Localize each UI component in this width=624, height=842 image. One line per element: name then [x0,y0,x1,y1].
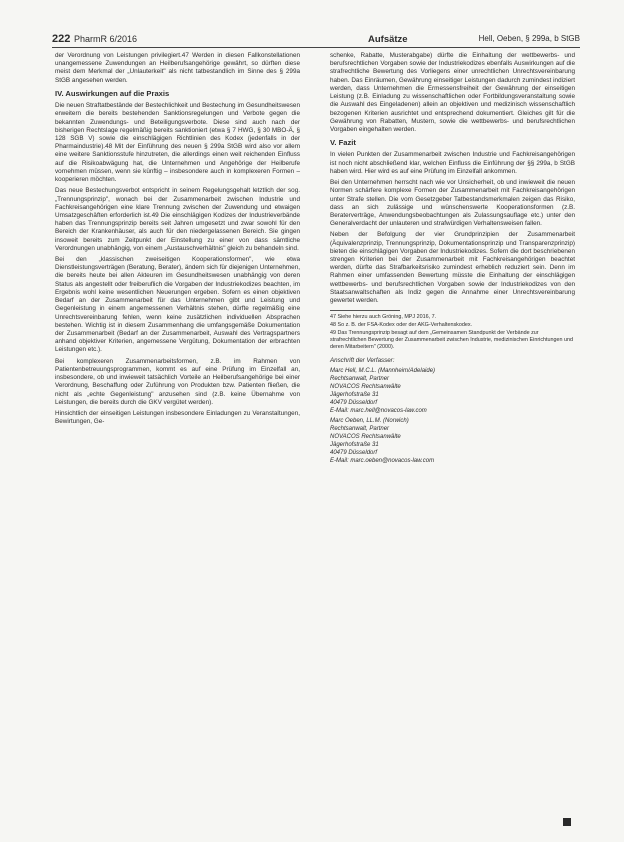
address-line: 40479 Düsseldorf [330,400,378,407]
paragraph: Neben der Befolgung der vier Grundprinzipien der Zusammenarbeit (Äquivalenzprinzip, Trennungsprinzip, Dokumentationsprinzip und Transparenzprinzip) bieten die einschlägigen Vorgaben der Industriekodizes. Sofern die dort beschriebenen strengen Kriterien bei der Zusammenarbeit mit Fachkreisangehörigen beachtet werden, dürfte das Strafbarkeitsrisiko zumindest erheblich reduziert sein. Denn im Rahmen einer umfassenden Bewertung müsste die Einhaltung der einschlägigen wettbewerbs- und berufsrechtlichen Vorgaben sowie der Industriekodizes von den Staatsanwaltschaften als Indiz gegen die Annahme einer Unrechtsvereinbarung gewertet werden. [330,231,575,305]
page-number: 222 [52,33,71,45]
address-line: Jägerhofstraße 31 [330,442,379,449]
address-line: Jägerhofstraße 31 [330,392,379,399]
address-email[interactable]: E-Mail: marc.hell@novacos-law.com [330,408,427,415]
paragraph: Bei den „klassischen zweiseitigen Kooperationsformen", wie etwa Dienstleistungsverträgen (Beratung, Berater), ändern sich für diejenigen Unternehmen, die bereits heute bei allen Akteuren im Gesundheitswesen unabhängig von deren Status als angestellt oder freiberuflich die Vorgaben der Industriekodizes beachten, im Ergebnis wohl keine wesentlichen Neuerungen ergeben. Sofern es einen objektiven Bedarf an der Zusammenarbeit für das Unternehmen gibt und Leistung und Gegenleistung in einem angemessenen Verhältnis stehen, dürfte regelmäßig eine Unrechtsvereinbarung fehlen, wenn keine zusätzlichen individuellen Absprachen bestehen. Wichtig ist in diesem Zusammenhang die umfangsgemäße Dokumentation der Zusammenarbeit (Bedarf an der Zusammenarbeit, Auswahl des Vertragspartners anhand objektiver Kriterien, angemessene Vergütung, Dokumentation der erbrachten Leistungen etc.). [55,256,300,354]
paragraph: Hinsichtlich der einseitigen Leistungen insbesondere Einladungen zu Veranstaltungen, Bewirtungen, Ge- [55,409,300,426]
address-email[interactable]: E-Mail: marc.oeben@novacos-law.com [330,458,435,465]
address-line: Rechtsanwalt, Partner [330,426,390,433]
running-head-authors: Hell, Oeben, § 299a, b StGB [478,34,580,43]
address-line: Marc Oeben, LL.M. (Norwich) [330,418,409,425]
address-line: Rechtsanwalt, Partner [330,376,390,383]
footnotes [330,314,575,351]
address-line: NOVACOS Rechtsanwälte [330,384,401,391]
right-column [330,52,575,465]
address-line: 40479 Düsseldorf [330,450,378,457]
paragraph: Bei den Unternehmen herrscht nach wie vor Unsicherheit, ob und inwieweit die neuen Normen schärfere komplexe Formen der Zusammenarbeit mit Fachkreisangehörigen unter Strafe stellen. Die vom Gesetzgeber Tatbestandsmerkmalen zeigen das Risiko, dass an sich zulässige und wünschenswerte Kooperationsformen (z.B. Beraterverträge, Anwendungsbeobachtungen als Zulassungsauflage etc.) unter den Generalverdacht der unlauteren und strafwürdigen Verhaltensweisen fallen. [330,179,575,228]
left-column [55,52,300,429]
author-address-oeben [330,417,575,465]
footnote-rule [330,310,400,311]
paragraph: Das neue Bestechungsverbot entspricht in seinem Regelungsgehalt letztlich der sog. „Trennungsprinzip", wonach bei der Zusammenarbeit zwischen Industrie und Fachkreisangehörigen eine klare Trennung zwischen der Zuwendung und etwaigen Umsatzgeschäften erforderlich ist.49 Die einschlägigen Kodizes der Industrieverbände haben das Trennungsprinzip bereits seit Jahren umgesetzt und zwar sowohl für den Bereich der Krankenhäuser, als auch für den niedergelassenen Bereich. Sie gingen insoweit bereits zum Zeitpunkt der Einstellung zu einer von dass sämtliche Verordnungen unabhängig, von einem „Austauschverhältnis" gleich zu behandeln sind. [55,187,300,252]
paragraph: Bei komplexeren Zusammenarbeitsformen, z.B. im Rahmen von Patientenbetreuungsprogrammen, kommt es auf eine Prüfung im Einzelfall an, insbesondere, ob und inwieweit tatsächlich Vorteile an Heilberufsangehörige bei einer Verordnung, Beschaffung oder Zuführung von Produkten bzw. Patienten fließen, die nicht als „echte Gegenleistung" anzusehen sind (z.B. keine Übernahme von Leistungen, die bereits durch die GKV vergütet werden). [55,357,300,406]
section-title: Aufsätze [368,34,408,45]
publication-name: PharmR 6/2016 [74,34,138,44]
footnote: 47 Siehe hierzu auch Gröning, MPJ 2016, 7. [330,314,437,321]
address-heading: Anschrift der Verfasser: [330,357,395,365]
paragraph: schenke, Rabatte, Musterabgabe) dürfte die Einhaltung der wettbewerbs- und berufsrechtlichen Vorgaben sowie der Industriekodizes ebenfalls Auswirkungen auf die strafrechtliche Bewertung des Vorliegens einer unrechtlichen Unrechtsvereinbarung haben. Das Einräumen, Gewährung einseitiger Leistungen dadurch zumindest indiziert werden, dass Unternehmen die Ermessensfreiheit der Gewährung der einseitigen Leistung (z.B. Einladung zu wissenschaftlichen oder Fortbildungsveranstaltung sowie die Auswahl des Eingeladenen) allein an objektiven und medizinisch wissenschaftlich bezogenen Kriterien ausrichtet und entsprechend dokumentiert. Gleiches gilt für die Gewährung von Rabatten, Mustern, sowie die wettbewerbs- und berufsrechtlichen Vorgaben eingehalten werden. [330,52,575,133]
section-heading: IV. Auswirkungen auf die Praxis [55,88,170,98]
end-of-article-square-icon [563,818,571,826]
running-header [52,33,580,47]
address-line: Marc Hell, M.C.L. (Mannheim/Adelaide) [330,368,436,375]
header-rule [52,47,580,48]
paragraph: Die neuen Straftatbestände der Bestechlichkeit und Bestechung im Gesundheitswesen erweitern die bereits bestehenden Sanktionsregelungen und Verbote gegen die bekannten Zuwendungs- und Beteiligungsverbote. Diese sind auch nach der bisherigen Rechtslage regelmäßig bereits sanktioniert (etwa § 7 HWG, § 30 MBO-Ä, § 128 SGB V) sowie die einschlägigen Richtlinien des Kodex (jedenfalls in der Pharmaindustrie).48 Mit der Einführung des neuen § 299a StGB wird also vor allem eine weitere Sanktionsstufe hinzutreten, die allerdings einen weit reichenden Einfluss auf die Risikoabwägung hat, die Unternehmen und Angehörige der Heilberufe vornehmen müssen, wenn sie künftig – insbesondere auch in komplexeren Formen – kooperieren möchten. [55,102,300,184]
author-address-hell [330,367,575,415]
section-heading: V. Fazit [330,138,356,148]
paragraph: der Verordnung von Leistungen privilegiert.47 Werden in diesen Fallkonstellationen unangemessene Zuwendungen an Heilberufsangehörige gewährt, so dürften diese meist dem Merkmal der „Unlauterkeit" als nicht tatbestandlich im Sinne des § 299a StGB angesehen werden. [55,52,300,84]
paragraph: In vielen Punkten der Zusammenarbeit zwischen Industrie und Fachkreisangehörigen ist noch nicht abschließend klar, welchen Einfluss die Einführung der §§ 299a, b StGB haben wird. Hier wird es auf eine Prüfung im Einzelfall ankommen. [330,151,575,175]
address-line: NOVACOS Rechtsanwälte [330,434,401,441]
footnote: 48 So z. B. der FSA-Kodex oder der AKG-Verhaltenskodex. [330,322,473,329]
footnote: 49 Das Trennungsprinzip besagt auf dem „Gemeinsamen Standpunkt der Verbände zur strafrechtlichen Bewertung der Zusammenarbeit zwischen Industrie, medizinischen Einrichtungen und deren Mitarbeitern" (2000). [330,330,574,351]
